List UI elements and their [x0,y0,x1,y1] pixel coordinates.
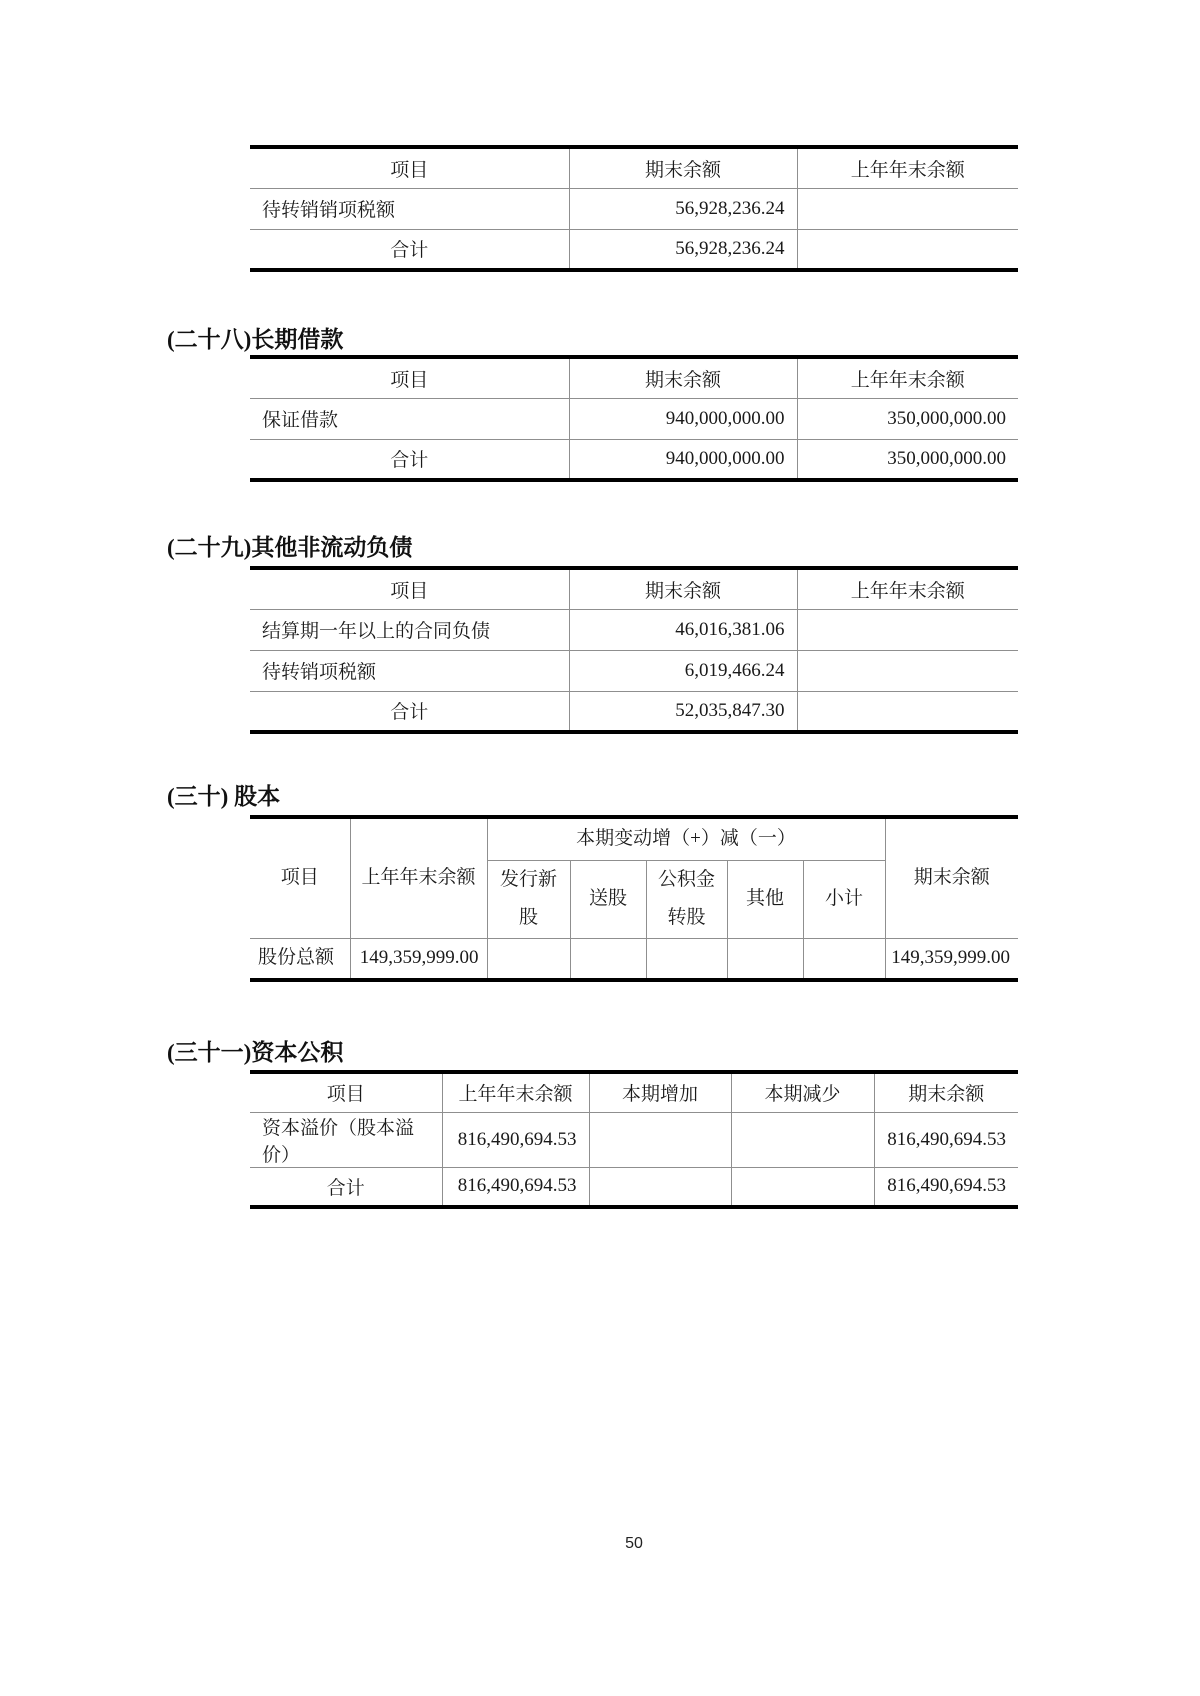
empty-cell [731,1112,874,1167]
empty-cell [727,938,803,980]
header-item: 项目 [250,568,569,609]
header-prior-year-end-balance: 上年年末余额 [442,1072,589,1112]
header-item: 项目 [250,357,569,398]
ending-balance-value: 940,000,000.00 [569,398,797,439]
table-row [250,398,1018,439]
header-current-decrease: 本期减少 [731,1072,874,1112]
long-term-borrowings-table [250,355,1018,482]
table-row [250,609,1018,650]
ending-balance-total: 940,000,000.00 [569,439,797,480]
total-label: 合计 [390,240,429,262]
empty-cell [797,650,1018,691]
header-current-change-group: 本期变动增（+）减（一） [487,817,885,860]
empty-cell [797,188,1018,229]
ending-balance-value: 6,019,466.24 [569,650,797,691]
total-row [250,439,1018,480]
header-bonus-shares: 送股 [570,860,646,938]
empty-cell [797,691,1018,732]
empty-cell [731,1167,874,1207]
empty-cell [589,1112,731,1167]
header-item: 项目 [250,147,569,188]
prior-year-end-value: 350,000,000.00 [797,398,1018,439]
table-row [250,188,1018,229]
deferred-output-tax-table [250,145,1018,272]
total-row [250,229,1018,270]
header-item: 项目 [250,1072,442,1112]
prior-year-end-total: 350,000,000.00 [797,439,1018,480]
header-ending-balance: 期末余额 [569,357,797,398]
empty-cell [797,609,1018,650]
table-row [250,1112,1018,1167]
ending-balance-value: 46,016,381.06 [569,609,797,650]
total-label: 合计 [390,702,429,724]
ending-balance-value: 149,359,999.00 [885,938,1018,980]
page-number: 50 [625,1535,643,1552]
row-item-label: 结算期一年以上的合同负债 [250,609,569,650]
section-title-capital-reserve: (三十一)资本公积 [167,1040,344,1065]
prior-year-end-value: 816,490,694.53 [442,1112,589,1167]
table-header-row [250,147,1018,188]
row-item-label: 待转销销项税额 [250,188,569,229]
ending-balance-total: 816,490,694.53 [874,1167,1018,1207]
header-reserve-to-shares: 公积金转股 [646,860,727,938]
total-row [250,691,1018,732]
header-new-share-issue: 发行新股 [487,860,570,938]
header-other: 其他 [727,860,803,938]
total-row [250,1167,1018,1207]
row-item-label: 资本溢价（股本溢价） [250,1112,442,1167]
empty-cell [487,938,570,980]
header-item: 项目 [250,817,350,938]
ending-balance-total: 56,928,236.24 [569,229,797,270]
header-prior-year-end-balance: 上年年末余额 [350,817,487,938]
row-item-label: 待转销项税额 [250,650,569,691]
header-ending-balance: 期末余额 [885,817,1018,938]
section-title-share-capital: (三十) 股本 [167,784,281,809]
prior-year-end-value: 149,359,999.00 [350,938,487,980]
row-item-label: 保证借款 [250,398,569,439]
header-prior-year-end-balance: 上年年末余额 [797,147,1018,188]
table-header-row-group [250,817,1018,860]
other-non-current-liabilities-table [250,566,1018,734]
table-header-row [250,357,1018,398]
empty-cell [570,938,646,980]
header-prior-year-end-balance: 上年年末余额 [797,357,1018,398]
capital-reserve-table [250,1070,1018,1209]
prior-year-end-total: 816,490,694.53 [442,1167,589,1207]
share-capital-table [250,815,1018,982]
header-ending-balance: 期末余额 [569,147,797,188]
ending-balance-total: 52,035,847.30 [569,691,797,732]
section-title-other-non-current-liabilities: (二十九)其他非流动负债 [167,535,413,560]
row-item-label: 股份总额 [258,947,335,969]
empty-cell [646,938,727,980]
total-label: 合计 [326,1177,365,1199]
table-header-row [250,568,1018,609]
ending-balance-value: 56,928,236.24 [569,188,797,229]
table-row [250,650,1018,691]
table-row [250,938,1018,980]
empty-cell [589,1167,731,1207]
empty-cell [797,229,1018,270]
header-subtotal: 小计 [803,860,885,938]
header-ending-balance: 期末余额 [569,568,797,609]
ending-balance-value: 816,490,694.53 [874,1112,1018,1167]
header-ending-balance: 期末余额 [874,1072,1018,1112]
empty-cell [803,938,885,980]
table-header-row [250,1072,1018,1112]
header-current-increase: 本期增加 [589,1072,731,1112]
total-label: 合计 [390,450,429,472]
header-prior-year-end-balance: 上年年末余额 [797,568,1018,609]
section-title-long-term-borrowings: (二十八)长期借款 [167,327,344,352]
